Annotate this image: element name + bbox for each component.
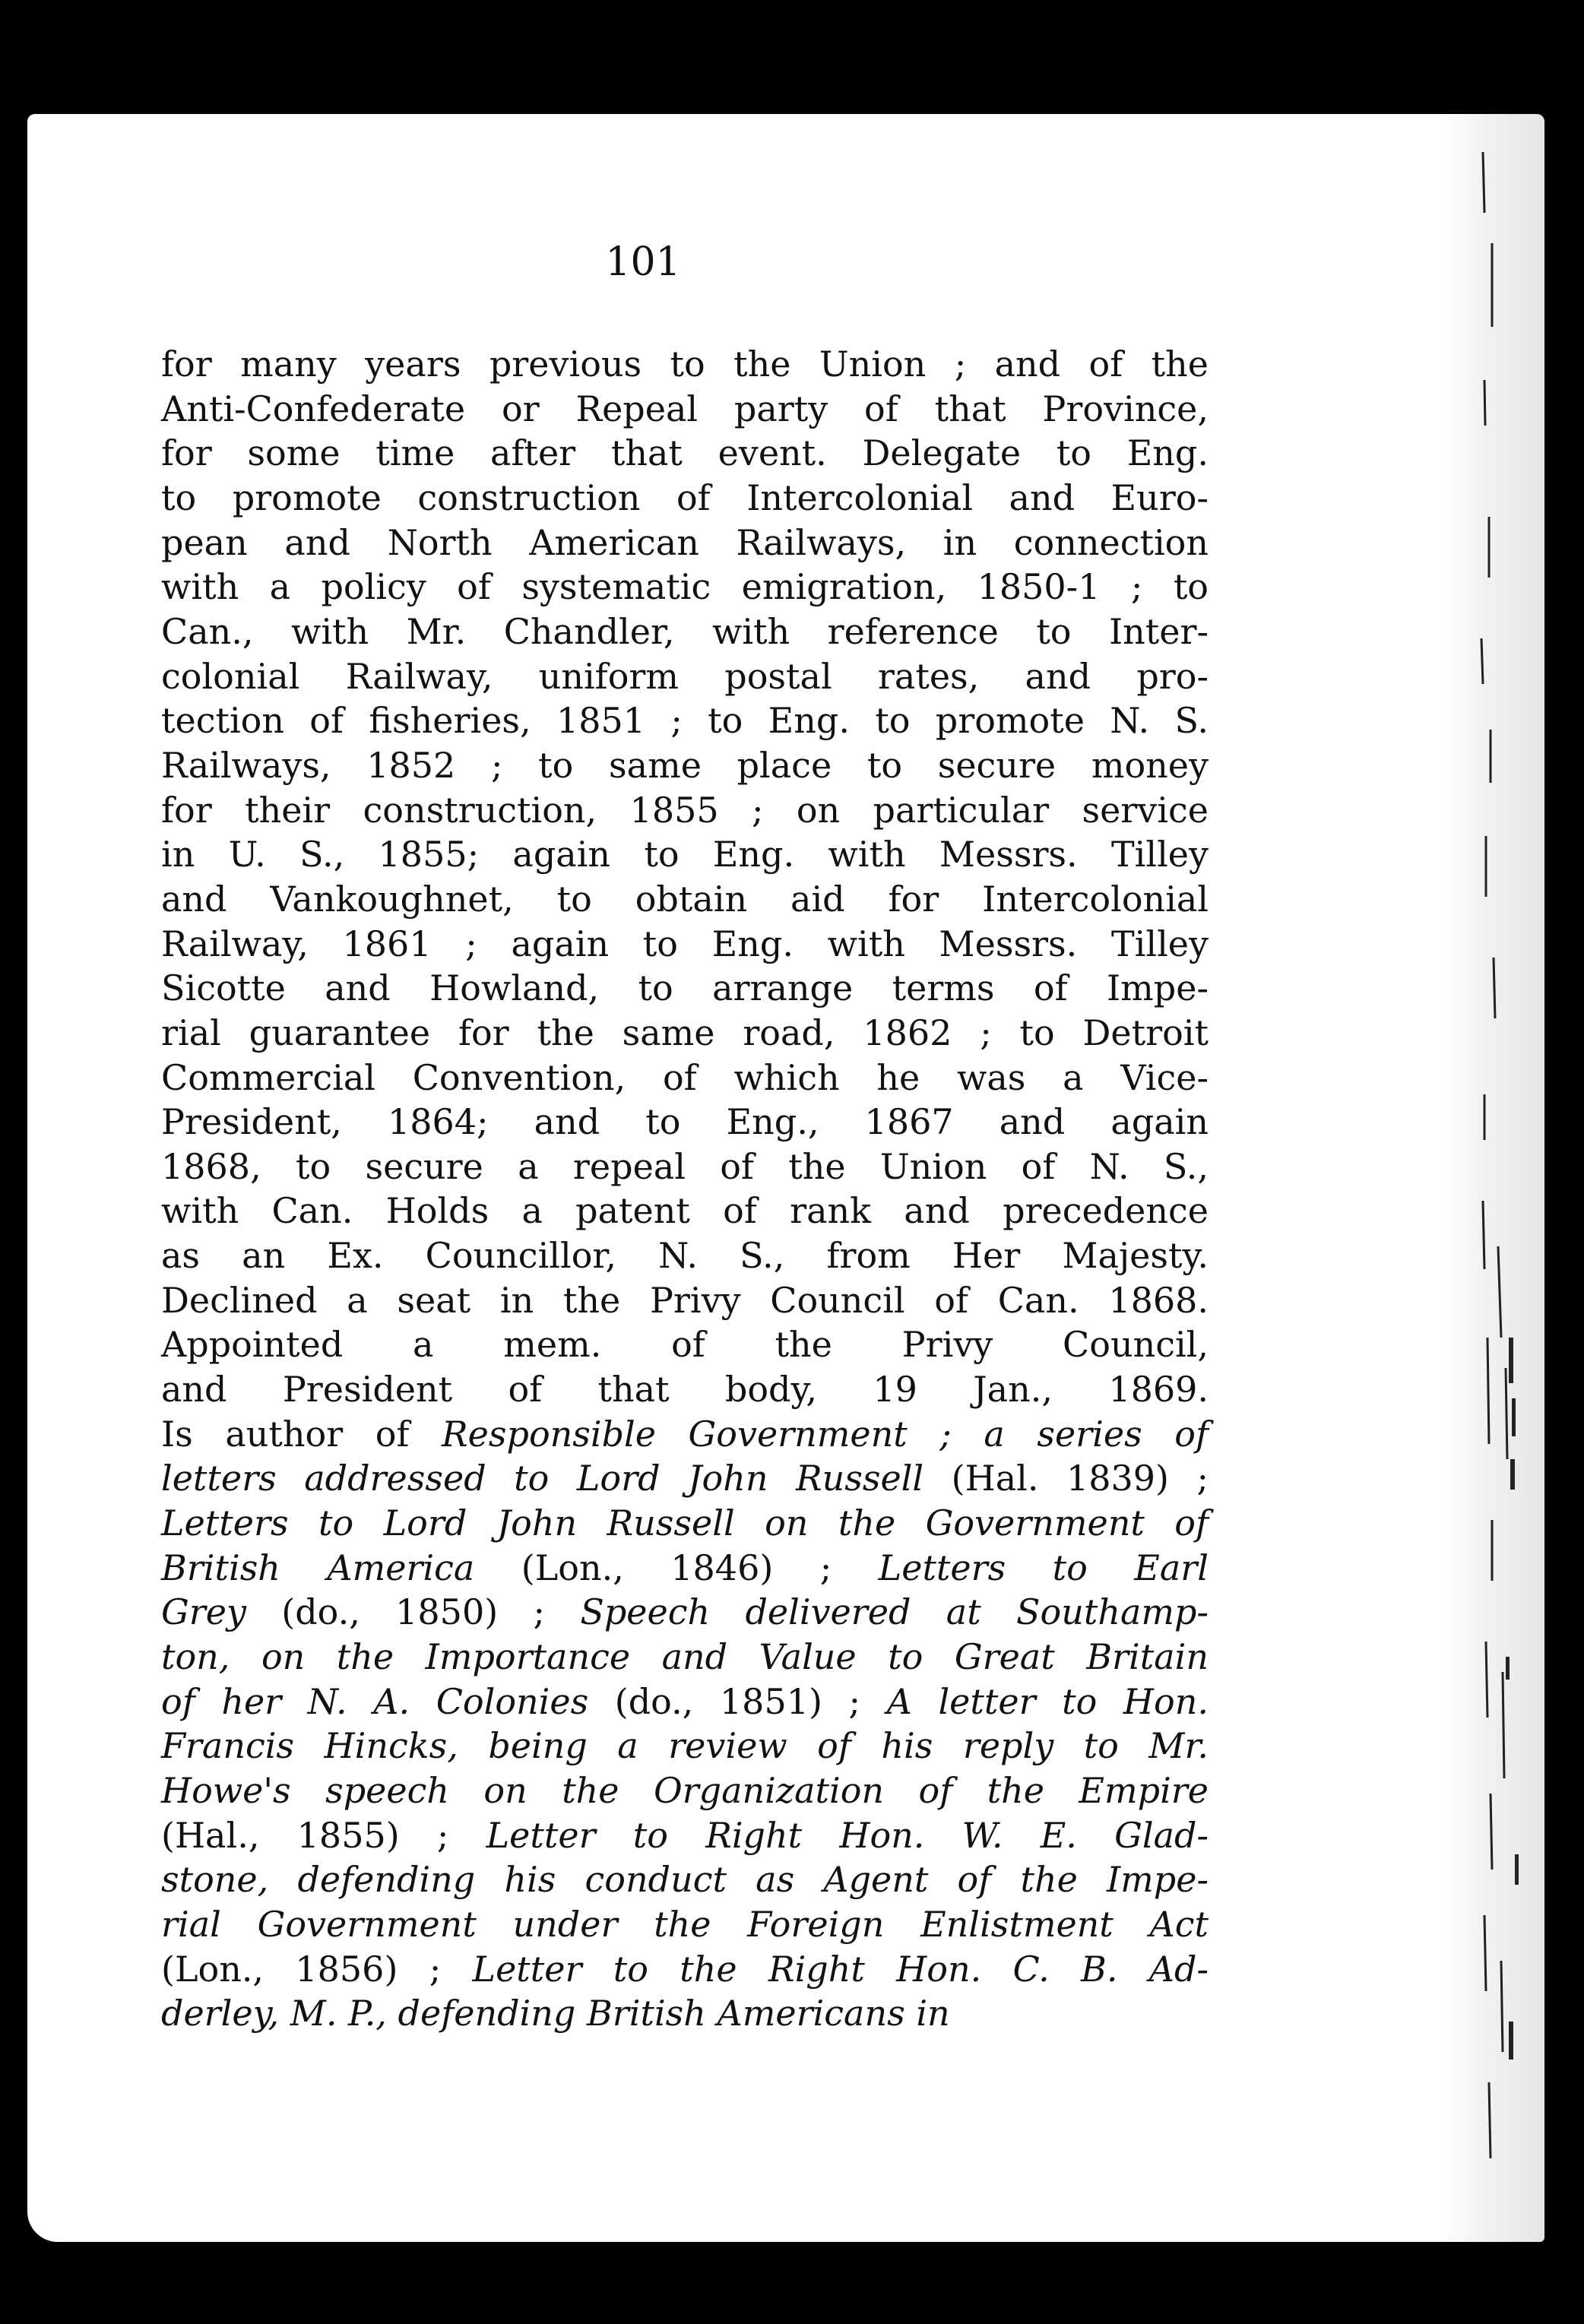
text-line [161, 431, 1209, 476]
text-line [161, 1857, 1209, 1902]
italic-title-text: Letter to the Right Hon. C. B. Ad- [472, 1948, 1209, 1990]
text-segment: and President of that body, 19 Jan., 1869. [161, 1369, 1209, 1411]
italic-title-text: stone, defending his conduct as Agent of the Impe- [161, 1859, 1209, 1901]
text-segment: (do., 1851) ; [588, 1680, 887, 1722]
text-segment: 1868, to secure a repeal of the Union of N. S., [161, 1145, 1209, 1187]
italic-title-text: Letters to Earl [878, 1547, 1209, 1588]
text-line [161, 1233, 1209, 1278]
italic-title-text: ton, on the Importance and Value to Great Britain [161, 1636, 1209, 1678]
text-segment: Appointed a mem. of the Privy Council, [161, 1324, 1209, 1366]
text-segment: (Lon., 1856) ; [161, 1948, 473, 1990]
text-segment: in U. S., 1855; again to Eng. with Messrs. Tilley [161, 834, 1209, 875]
text-line [161, 966, 1209, 1011]
text-line [161, 654, 1209, 699]
text-segment: pean and North American Railways, in connection [161, 521, 1209, 563]
text-segment: to promote construction of Intercolonial and Euro- [161, 477, 1209, 518]
text-line [161, 476, 1209, 521]
text-line [161, 1145, 1209, 1189]
text-line [161, 1100, 1209, 1145]
text-segment: Is author of [161, 1413, 442, 1455]
text-segment: as an Ex. Councillor, N. S., from Her Majesty. [161, 1235, 1209, 1277]
text-line [161, 342, 1209, 387]
text-segment: President, 1864; and to Eng., 1867 and again [161, 1101, 1209, 1143]
text-segment: Railway, 1861 ; again to Eng. with Messrs. Tilley [161, 923, 1209, 964]
text-segment: for some time after that event. Delegate to Eng. [161, 432, 1209, 474]
text-line [161, 1680, 1209, 1724]
italic-title-text: letters addressed to Lord John Russell [161, 1458, 924, 1499]
italic-title-text: of her N. A. Colonies [161, 1680, 589, 1722]
text-line [161, 1056, 1209, 1100]
italic-title-text: derley, M. P., defending British Americans in [161, 1993, 950, 2034]
text-line [161, 1501, 1209, 1546]
italic-title-text: Howe's speech on the Organization of the Empire [161, 1770, 1209, 1811]
text-segment: (Hal. 1839) ; [923, 1458, 1209, 1499]
text-segment: for many years previous to the Union ; and of the [161, 344, 1209, 385]
text-line [161, 1724, 1209, 1768]
text-segment: (do., 1850) ; [246, 1591, 581, 1633]
page-number: 101 [605, 239, 681, 285]
body-text [161, 342, 1209, 2036]
text-segment: Railways, 1852 ; to same place to secure money [161, 744, 1209, 786]
italic-title-text: Grey [161, 1591, 246, 1633]
italic-title-text: A letter to Hon. [886, 1680, 1209, 1722]
text-segment: colonial Railway, uniform postal rates, and pro- [161, 655, 1209, 697]
text-segment: with Can. Holds a patent of rank and precedence [161, 1190, 1209, 1232]
text-line [161, 1991, 1209, 2036]
text-line [161, 1456, 1209, 1501]
text-line [161, 788, 1209, 833]
text-line [161, 1367, 1209, 1412]
italic-title-text: Francis Hincks, being a review of his reply to Mr. [161, 1725, 1209, 1767]
text-line [161, 1189, 1209, 1233]
text-line [161, 609, 1209, 654]
text-line [161, 1412, 1209, 1457]
text-segment: for their construction, 1855 ; on particular service [161, 789, 1209, 831]
text-segment: and Vankoughnet, to obtain aid for Intercolonial [161, 878, 1209, 920]
text-line [161, 1278, 1209, 1323]
text-line [161, 1322, 1209, 1367]
text-line [161, 1011, 1209, 1056]
text-line [161, 922, 1209, 967]
book-page [27, 114, 1544, 2242]
text-line [161, 1768, 1209, 1813]
text-segment: rial guarantee for the same road, 1862 ; to Detroit [161, 1012, 1209, 1053]
italic-title-text: Letters to Lord John Russell on the Government of [161, 1502, 1209, 1544]
text-segment: tection of fisheries, 1851 ; to Eng. to promote N. S. [161, 700, 1209, 742]
text-line [161, 877, 1209, 922]
binding-gutter-marks [1475, 152, 1536, 2204]
italic-title-text: Speech delivered at Southamp- [580, 1591, 1209, 1633]
text-segment: Anti-Confederate or Repeal party of that Province, [161, 388, 1209, 429]
text-line [161, 1635, 1209, 1680]
text-segment: (Hal., 1855) ; [161, 1814, 486, 1856]
text-line [161, 1902, 1209, 1947]
italic-title-text: British America [161, 1547, 475, 1588]
text-segment: Commercial Convention, of which he was a Vice- [161, 1056, 1209, 1098]
text-segment: Declined a seat in the Privy Council of Can. 1868. [161, 1279, 1209, 1321]
italic-title-text: rial Government under the Foreign Enlistment Act [161, 1903, 1209, 1945]
text-line [161, 387, 1209, 432]
text-line [161, 832, 1209, 877]
text-segment: with a policy of systematic emigration, 1850-1 ; to [161, 566, 1209, 608]
italic-title-text: Letter to Right Hon. W. E. Glad- [486, 1814, 1209, 1856]
text-line [161, 1546, 1209, 1591]
text-line [161, 743, 1209, 788]
text-segment: Can., with Mr. Chandler, with reference to Inter- [161, 610, 1209, 652]
text-segment: (Lon., 1846) ; [474, 1547, 879, 1588]
text-line [161, 698, 1209, 743]
text-line [161, 565, 1209, 609]
text-segment: Sicotte and Howland, to arrange terms of Impe- [161, 967, 1209, 1009]
italic-title-text: Responsible Government ; a series of [442, 1413, 1209, 1455]
text-line [161, 1813, 1209, 1858]
text-line [161, 1947, 1209, 1992]
text-line [161, 1590, 1209, 1635]
text-line [161, 521, 1209, 565]
